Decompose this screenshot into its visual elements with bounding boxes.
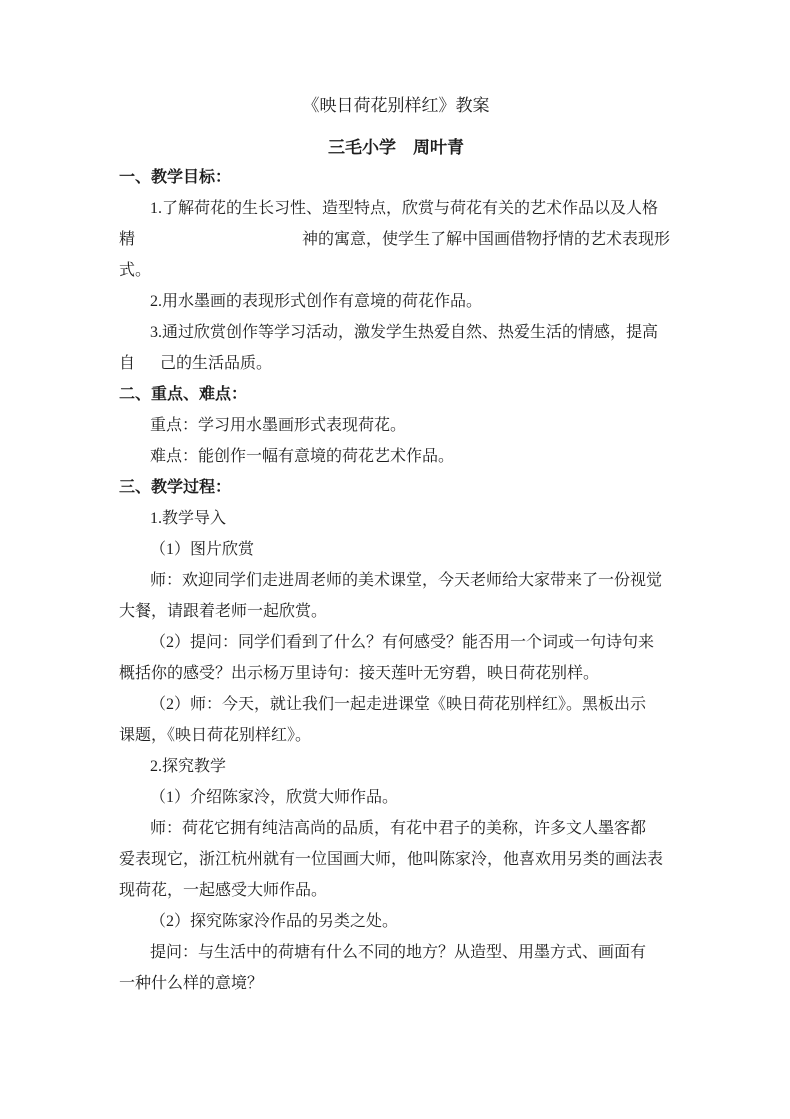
question-2-line-1: 提问：与生活中的荷塘有什么不同的地方？从造型、用墨方式、画面有 — [150, 944, 647, 961]
objective-1-line-3: 式。 — [119, 262, 152, 279]
teacher-welcome-line-2: 大餐，请跟着老师一起欣赏。 — [119, 603, 328, 620]
objective-3-line-2-left: 自 — [119, 355, 136, 372]
section-heading-process: 三、教学过程： — [119, 479, 232, 496]
process-explore-step1: （1）介绍陈家泠，欣赏大师作品。 — [150, 789, 399, 806]
objective-3-line-2-right: 己的生活品质。 — [160, 355, 273, 372]
key-point: 重点：学习用水墨画形式表现荷花。 — [150, 417, 407, 434]
master-intro-line-3: 现荷花，一起感受大师作品。 — [119, 882, 328, 899]
objective-1-line-2-left: 精 — [119, 231, 136, 248]
objective-1-line-1: 1.了解荷花的生长习性、造型特点，欣赏与荷花有关的艺术作品以及人格 — [150, 200, 659, 217]
objective-1-line-2-right: 神的寓意，使学生了解中国画借物抒情的艺术表现形 — [302, 231, 671, 248]
process-intro-title: 1.教学导入 — [150, 510, 227, 527]
document-subtitle: 三毛小学 周叶青 — [328, 138, 464, 158]
objective-2: 2.用水墨画的表现形式创作有意境的荷花作品。 — [150, 293, 483, 310]
master-intro-line-1: 师：荷花它拥有纯洁高尚的品质，有花中君子的美称，许多文人墨客都 — [150, 820, 647, 837]
teacher-welcome-line-1: 师：欢迎同学们走进周老师的美术课堂，今天老师给大家带来了一份视觉 — [150, 572, 663, 589]
difficult-point: 难点：能创作一幅有意境的荷花艺术作品。 — [150, 448, 455, 465]
process-explore-title: 2.探究教学 — [150, 758, 227, 775]
process-explore-step2: （2）探究陈家泠作品的另类之处。 — [150, 913, 399, 930]
teacher-topic-line-2: 课题，《映日荷花别样红》。 — [119, 727, 312, 744]
document-content — [119, 90, 673, 999]
objective-3-line-2 — [119, 348, 673, 379]
document-title: 《映日荷花别样红》教案 — [302, 96, 490, 115]
question-2-line-2: 一种什么样的意境？ — [119, 975, 264, 992]
objective-1-line-2 — [119, 224, 673, 255]
objective-3-line-1: 3.通过欣赏创作等学习活动，激发学生热爱自然、热爱生活的情感，提高 — [150, 324, 659, 341]
master-intro-line-2: 爱表现它，浙江杭州就有一位国画大师，他叫陈家泠，他喜欢用另类的画法表 — [119, 851, 664, 868]
question-1-line-2: 概括你的感受？出示杨万里诗句：接天莲叶无穷碧，映日荷花别样。 — [119, 665, 600, 682]
teacher-topic-line-1: （2）师：今天，就让我们一起走进课堂《映日荷花别样红》。黑板出示 — [150, 696, 647, 713]
section-heading-objectives: 一、教学目标： — [119, 169, 232, 186]
section-heading-key-points: 二、重点、难点： — [119, 386, 248, 403]
process-intro-step1: （1）图片欣赏 — [150, 541, 255, 558]
question-1-line-1: （2）提问：同学们看到了什么？有何感受？能否用一个词或一句诗句来 — [150, 634, 655, 651]
